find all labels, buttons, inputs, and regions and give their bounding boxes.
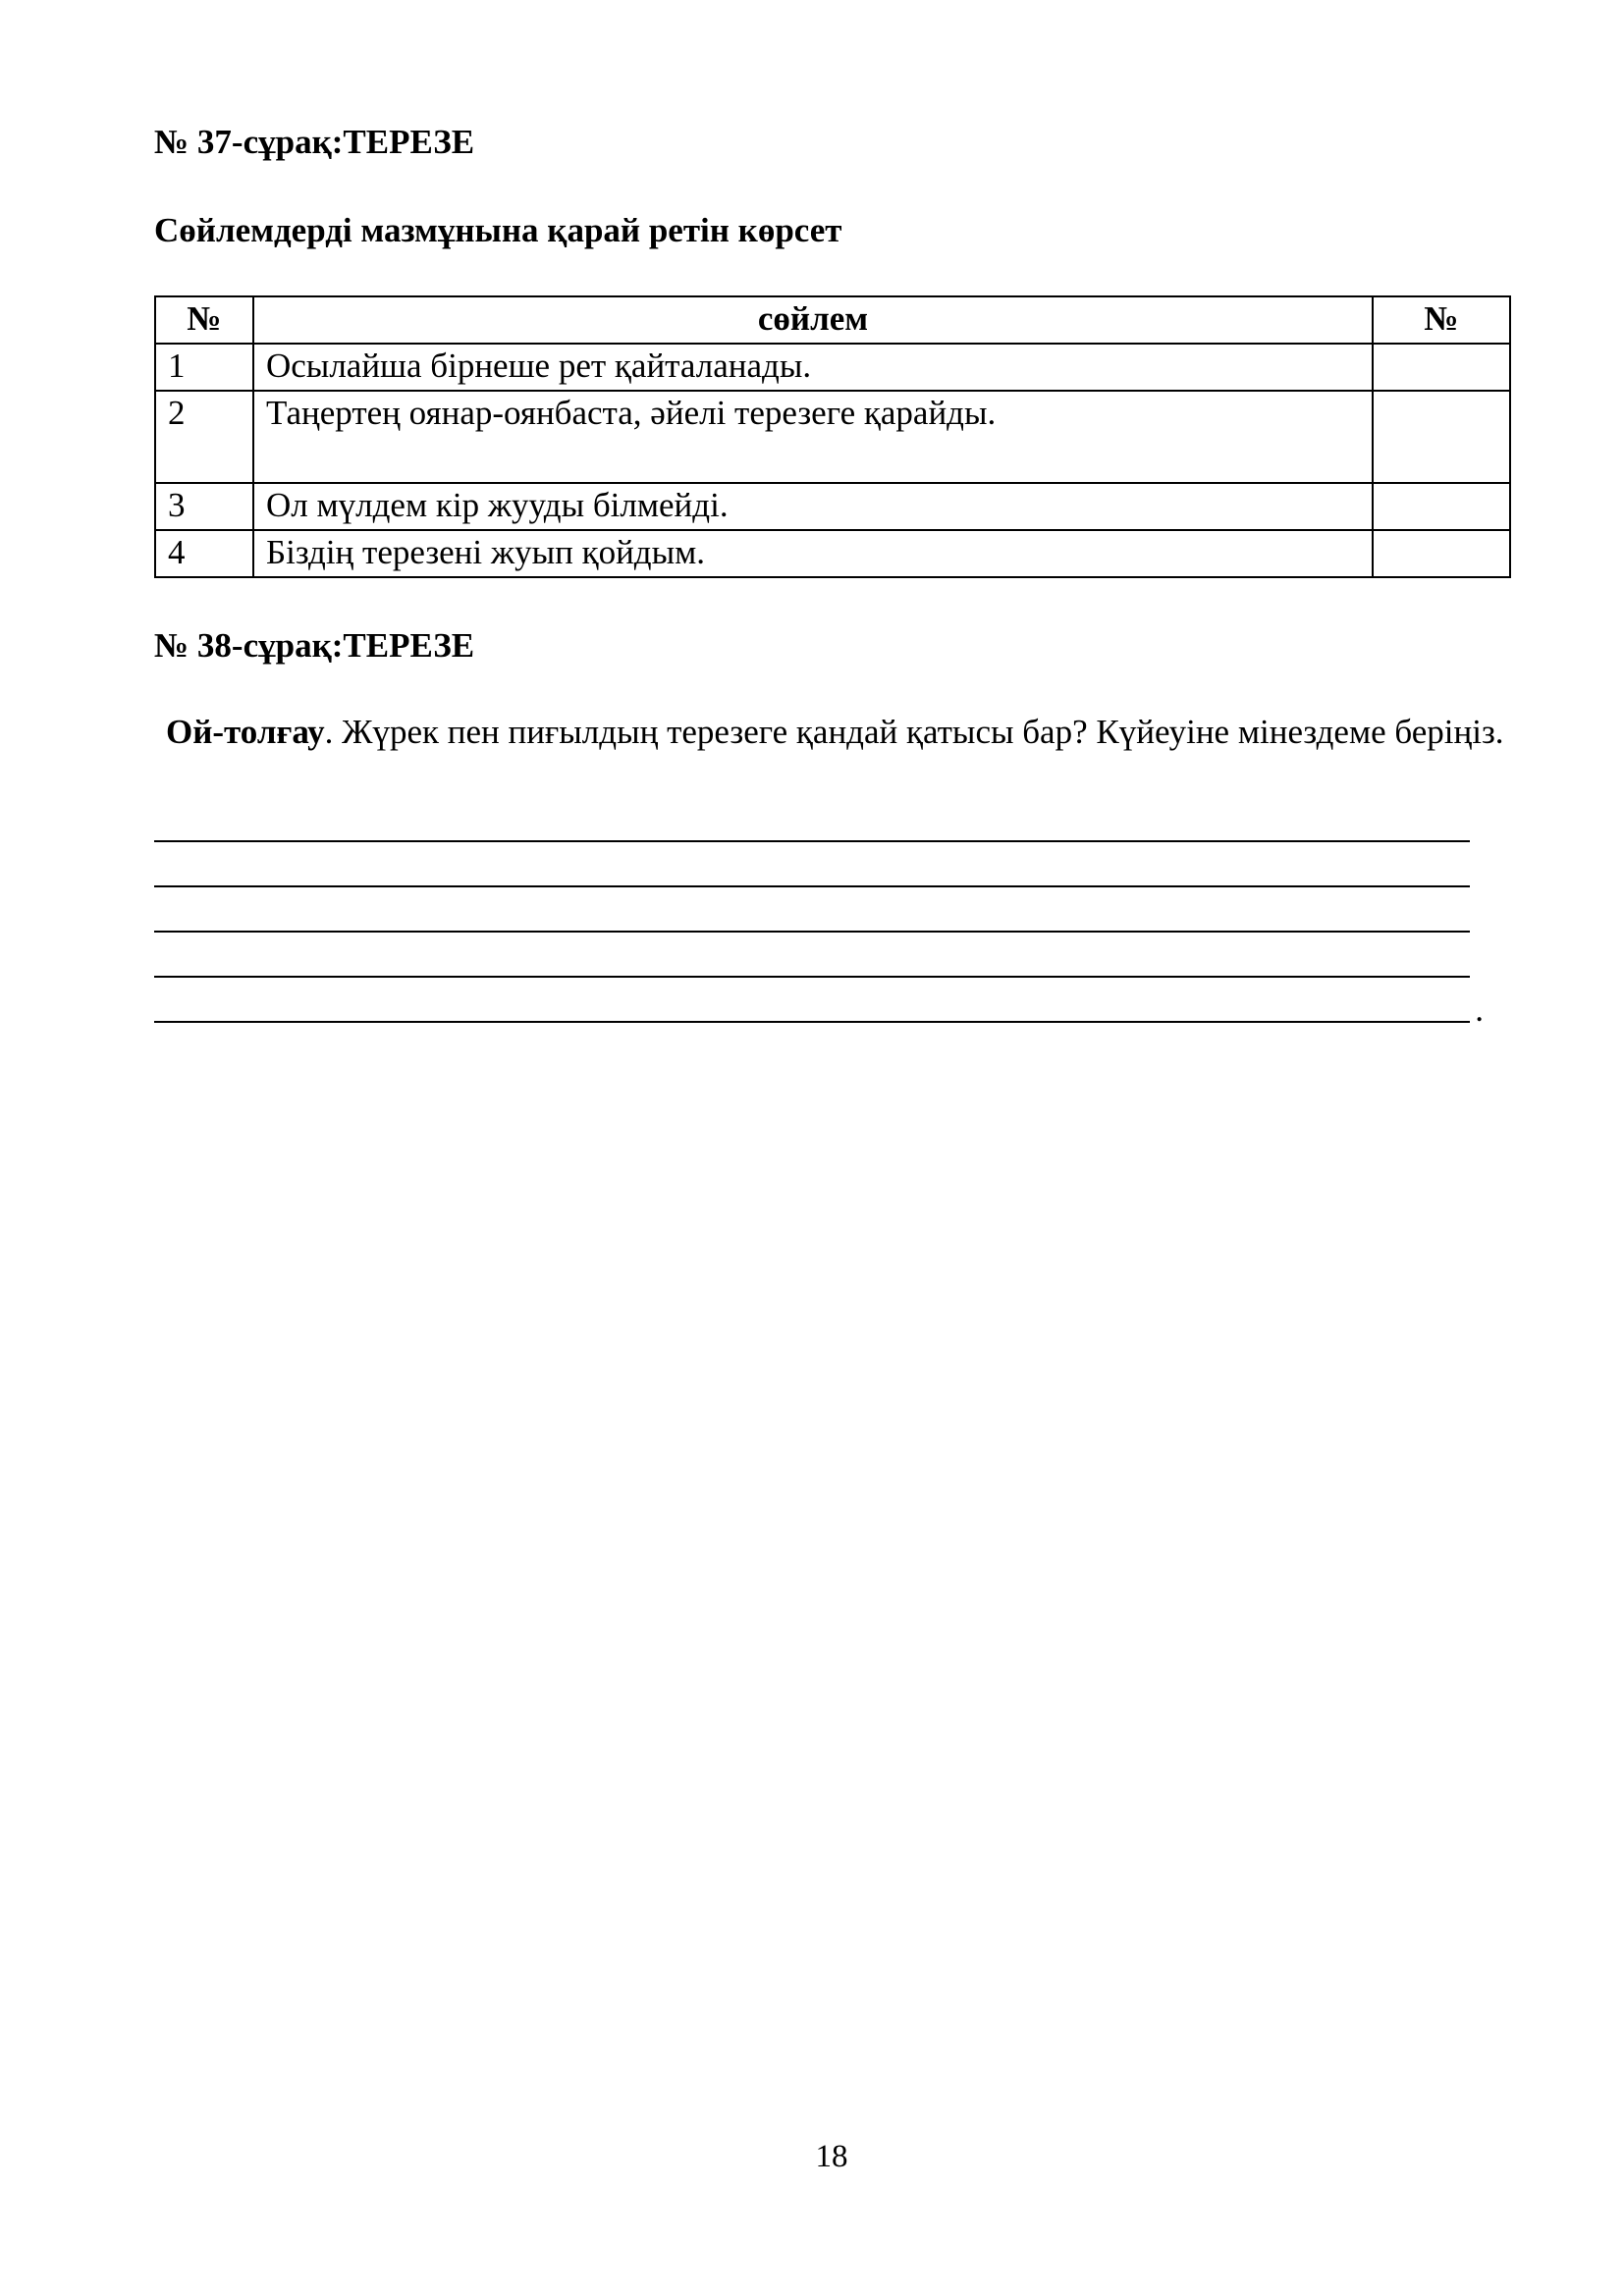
row-number: 4 — [155, 530, 253, 577]
header-sentence: сөйлем — [253, 296, 1373, 344]
answer-line[interactable] — [154, 933, 1470, 978]
question-37-instruction: Сөйлемдерді мазмұнына қарай ретін көрсет — [154, 211, 842, 249]
row-order-answer[interactable] — [1373, 344, 1510, 391]
table-row — [155, 483, 1510, 530]
answer-line[interactable] — [154, 797, 1470, 842]
row-sentence: Ол мүлдем кір жууды білмейді. — [253, 483, 1373, 530]
answer-line[interactable] — [154, 887, 1470, 933]
row-sentence: Біздің терезені жуып қойдым. — [253, 530, 1373, 577]
row-order-answer[interactable] — [1373, 530, 1510, 577]
row-number: 3 — [155, 483, 253, 530]
sentence-order-table — [154, 295, 1511, 578]
table-row — [155, 391, 1510, 483]
row-order-answer[interactable] — [1373, 483, 1510, 530]
header-number: № — [155, 296, 253, 344]
final-period: . — [1475, 990, 1484, 1029]
row-sentence: Таңертең оянар-оянбаста, әйелі терезеге қарайды. — [253, 391, 1373, 483]
row-number: 2 — [155, 391, 253, 483]
row-sentence: Осылайша бірнеше рет қайталанады. — [253, 344, 1373, 391]
row-order-answer[interactable] — [1373, 391, 1510, 483]
answer-line[interactable] — [154, 842, 1470, 887]
question-38-prompt — [154, 711, 1509, 754]
prompt-lead: Ой-толғау — [166, 713, 325, 751]
table-header-row — [155, 296, 1510, 344]
row-number: 1 — [155, 344, 253, 391]
table-row — [155, 530, 1510, 577]
answer-lines — [154, 797, 1484, 1029]
question-38-heading: № 38-сұрақ:ТЕРЕЗЕ — [154, 626, 475, 665]
prompt-text: . Жүрек пен пиғылдың терезеге қандай қатысы бар? Күйеуіне мінездеме беріңіз. — [324, 713, 1504, 751]
table-row — [155, 344, 1510, 391]
answer-line[interactable] — [154, 978, 1484, 1029]
question-37-heading: № 37-сұрақ:ТЕРЕЗЕ — [154, 123, 475, 161]
page-number: 18 — [815, 2139, 848, 2174]
header-order: № — [1373, 296, 1510, 344]
document-page — [154, 0, 1509, 2296]
